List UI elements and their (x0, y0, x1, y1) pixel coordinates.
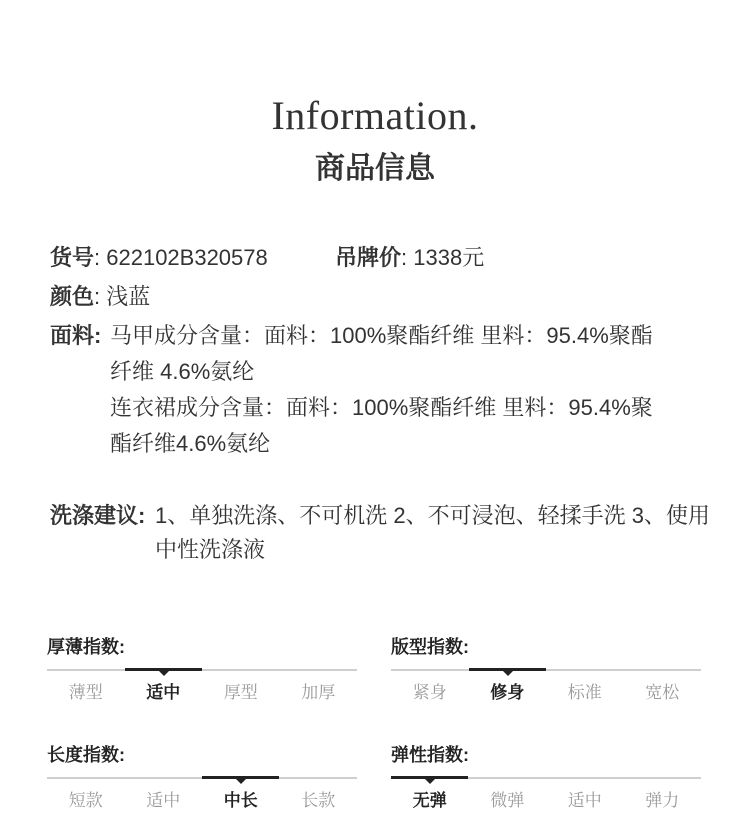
index-track (47, 777, 357, 779)
color-row: 颜色: 浅蓝 (50, 284, 151, 309)
index-option: 厚型 (223, 683, 258, 702)
index-marker (202, 776, 279, 779)
index-option: 适中 (567, 791, 602, 810)
index-option: 适中 (146, 791, 181, 810)
thickness-index (47, 633, 357, 711)
price-label: 吊牌价 (335, 245, 402, 270)
index-option: 长款 (301, 791, 336, 810)
index-option: 无弹 (412, 791, 447, 810)
index-option: 薄型 (68, 683, 103, 702)
index-title: 厚薄指数: (47, 637, 125, 657)
index-track (391, 777, 701, 779)
fit-index (391, 633, 701, 711)
index-option: 弹力 (645, 791, 680, 810)
index-option: 加厚 (301, 683, 336, 702)
fabric-line-dress: 连衣裙成分含量：面料：100%聚酯纤维 里料：95.4%聚酯纤维4.6%氨纶 (110, 395, 653, 456)
index-marker (391, 776, 468, 779)
title-english: Information. (271, 93, 479, 138)
wash-instructions: 1、单独洗涤、不可机洗 2、不可浸泡、轻揉手洗 3、使用中性洗涤液 (155, 503, 710, 562)
length-index (47, 741, 357, 819)
index-title: 弹性指数: (391, 745, 469, 765)
index-title: 长度指数: (47, 745, 125, 765)
index-title: 版型指数: (391, 637, 469, 657)
title-chinese: 商品信息 (315, 152, 435, 185)
index-option: 短款 (68, 791, 103, 810)
fabric-line-vest: 马甲成分含量：面料：100%聚酯纤维 里料：95.4%聚酯纤维 4.6%氨纶 (110, 323, 653, 384)
elasticity-index (391, 741, 701, 819)
index-option: 紧身 (412, 683, 447, 702)
index-option: 适中 (146, 683, 181, 702)
index-track (391, 669, 701, 671)
index-option: 宽松 (645, 683, 680, 702)
sku-row: 货号: 622102B320578 (50, 245, 268, 270)
sku-label: 货号 (50, 245, 95, 270)
index-option: 修身 (490, 683, 525, 702)
index-option: 标准 (567, 683, 602, 702)
index-option: 中长 (223, 791, 258, 810)
color-label: 颜色 (50, 284, 95, 309)
index-option: 微弹 (490, 791, 525, 810)
fabric-composition (110, 318, 670, 462)
index-marker (125, 668, 202, 671)
index-track (47, 669, 357, 671)
sku-value: 622102B320578 (106, 245, 268, 270)
index-marker (469, 668, 546, 671)
price-row: 吊牌价: 1338元 (335, 245, 485, 270)
color-value: 浅蓝 (106, 284, 151, 309)
wash-label: 洗涤建议: (50, 503, 146, 528)
price-value: 1338元 (413, 245, 485, 270)
fabric-label: 面料: (50, 323, 102, 348)
